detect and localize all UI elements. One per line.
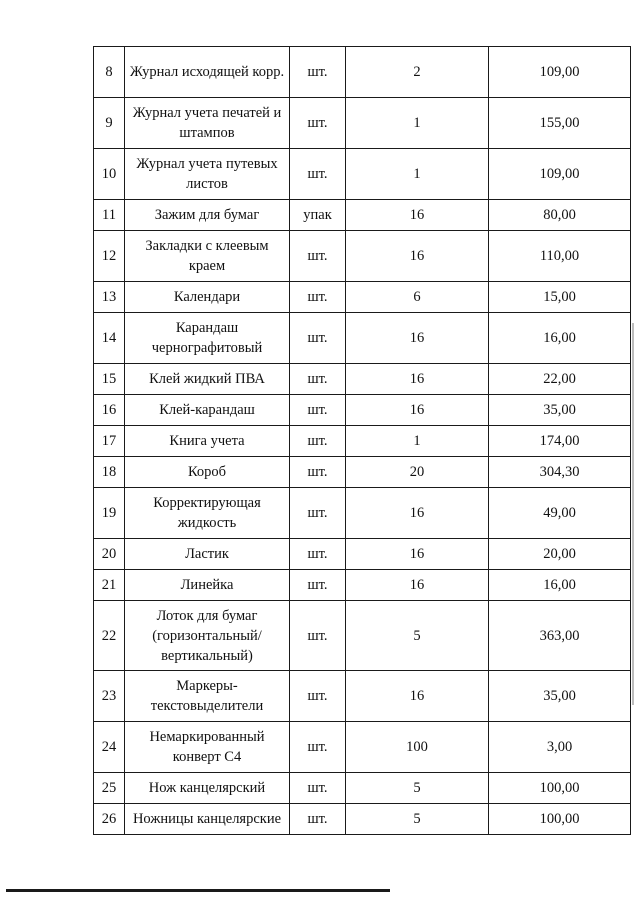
item-name: Линейка bbox=[125, 570, 290, 601]
item-unit: шт. bbox=[290, 488, 346, 539]
item-name: Ластик bbox=[125, 539, 290, 570]
item-name: Карандаш черногрaфитовый bbox=[125, 313, 290, 364]
row-number: 14 bbox=[94, 313, 125, 364]
item-quantity: 5 bbox=[346, 773, 489, 804]
item-price: 20,00 bbox=[489, 539, 631, 570]
row-number: 8 bbox=[94, 47, 125, 98]
row-number: 11 bbox=[94, 200, 125, 231]
item-name: Короб bbox=[125, 457, 290, 488]
row-number: 13 bbox=[94, 282, 125, 313]
item-unit: шт. bbox=[290, 539, 346, 570]
row-number: 12 bbox=[94, 231, 125, 282]
item-name: Ножницы канцелярские bbox=[125, 804, 290, 835]
item-unit: шт. bbox=[290, 722, 346, 773]
item-unit: шт. bbox=[290, 804, 346, 835]
row-number: 17 bbox=[94, 426, 125, 457]
item-unit: шт. bbox=[290, 282, 346, 313]
table-row bbox=[94, 200, 631, 231]
item-unit: шт. bbox=[290, 570, 346, 601]
item-price: 363,00 bbox=[489, 601, 631, 671]
item-name: Закладки с клеевым краем bbox=[125, 231, 290, 282]
table-row bbox=[94, 395, 631, 426]
item-unit: шт. bbox=[290, 671, 346, 722]
item-unit: упак bbox=[290, 200, 346, 231]
row-number: 18 bbox=[94, 457, 125, 488]
item-unit: шт. bbox=[290, 773, 346, 804]
table-row bbox=[94, 426, 631, 457]
item-quantity: 16 bbox=[346, 671, 489, 722]
item-price: 110,00 bbox=[489, 231, 631, 282]
item-price: 100,00 bbox=[489, 773, 631, 804]
item-name: Лоток для бумаг (горизонтальный/вертикальный) bbox=[125, 601, 290, 671]
table-row bbox=[94, 231, 631, 282]
item-name: Журнал учета печатей и штампов bbox=[125, 98, 290, 149]
item-quantity: 16 bbox=[346, 231, 489, 282]
row-number: 15 bbox=[94, 364, 125, 395]
item-unit: шт. bbox=[290, 47, 346, 98]
item-name: Журнал учета путевых листов bbox=[125, 149, 290, 200]
item-quantity: 2 bbox=[346, 47, 489, 98]
row-number: 21 bbox=[94, 570, 125, 601]
table-row bbox=[94, 539, 631, 570]
row-number: 22 bbox=[94, 601, 125, 671]
table-row bbox=[94, 601, 631, 671]
item-unit: шт. bbox=[290, 231, 346, 282]
table-row bbox=[94, 364, 631, 395]
table-row bbox=[94, 282, 631, 313]
item-name: Журнал исходящей корр. bbox=[125, 47, 290, 98]
item-price: 109,00 bbox=[489, 149, 631, 200]
item-price: 35,00 bbox=[489, 671, 631, 722]
row-number: 10 bbox=[94, 149, 125, 200]
item-unit: шт. bbox=[290, 426, 346, 457]
item-price: 49,00 bbox=[489, 488, 631, 539]
bottom-rule-line bbox=[6, 889, 390, 892]
item-name: Клей жидкий ПВА bbox=[125, 364, 290, 395]
item-price: 16,00 bbox=[489, 570, 631, 601]
item-price: 15,00 bbox=[489, 282, 631, 313]
item-quantity: 16 bbox=[346, 200, 489, 231]
item-unit: шт. bbox=[290, 395, 346, 426]
item-price: 35,00 bbox=[489, 395, 631, 426]
item-price: 174,00 bbox=[489, 426, 631, 457]
item-price: 16,00 bbox=[489, 313, 631, 364]
item-price: 3,00 bbox=[489, 722, 631, 773]
table-row bbox=[94, 457, 631, 488]
row-number: 26 bbox=[94, 804, 125, 835]
row-number: 24 bbox=[94, 722, 125, 773]
table-row bbox=[94, 773, 631, 804]
item-price: 22,00 bbox=[489, 364, 631, 395]
table-row bbox=[94, 313, 631, 364]
item-unit: шт. bbox=[290, 149, 346, 200]
item-quantity: 1 bbox=[346, 98, 489, 149]
item-quantity: 1 bbox=[346, 149, 489, 200]
item-unit: шт. bbox=[290, 364, 346, 395]
item-quantity: 16 bbox=[346, 395, 489, 426]
item-name: Зажим для бумаг bbox=[125, 200, 290, 231]
item-name: Корректирующая жидкость bbox=[125, 488, 290, 539]
item-quantity: 16 bbox=[346, 488, 489, 539]
table-row bbox=[94, 149, 631, 200]
table-row bbox=[94, 804, 631, 835]
item-quantity: 16 bbox=[346, 313, 489, 364]
item-quantity: 16 bbox=[346, 364, 489, 395]
item-name: Маркеры-текстовыделители bbox=[125, 671, 290, 722]
scan-edge-mark bbox=[632, 323, 634, 705]
item-name: Календари bbox=[125, 282, 290, 313]
row-number: 16 bbox=[94, 395, 125, 426]
item-name: Клей-карандаш bbox=[125, 395, 290, 426]
item-name: Немаркированный конверт С4 bbox=[125, 722, 290, 773]
item-quantity: 20 bbox=[346, 457, 489, 488]
item-unit: шт. bbox=[290, 457, 346, 488]
table-row bbox=[94, 671, 631, 722]
row-number: 19 bbox=[94, 488, 125, 539]
row-number: 20 bbox=[94, 539, 125, 570]
table-row bbox=[94, 47, 631, 98]
item-name: Нож канцелярский bbox=[125, 773, 290, 804]
item-unit: шт. bbox=[290, 601, 346, 671]
row-number: 9 bbox=[94, 98, 125, 149]
item-quantity: 100 bbox=[346, 722, 489, 773]
item-quantity: 16 bbox=[346, 539, 489, 570]
table-row bbox=[94, 722, 631, 773]
item-name: Книга учета bbox=[125, 426, 290, 457]
row-number: 23 bbox=[94, 671, 125, 722]
table-row bbox=[94, 98, 631, 149]
table-row bbox=[94, 570, 631, 601]
item-quantity: 6 bbox=[346, 282, 489, 313]
item-quantity: 16 bbox=[346, 570, 489, 601]
item-price: 304,30 bbox=[489, 457, 631, 488]
table-row bbox=[94, 488, 631, 539]
item-price: 80,00 bbox=[489, 200, 631, 231]
item-price: 155,00 bbox=[489, 98, 631, 149]
item-quantity: 1 bbox=[346, 426, 489, 457]
supplies-table bbox=[93, 46, 631, 835]
item-unit: шт. bbox=[290, 98, 346, 149]
item-unit: шт. bbox=[290, 313, 346, 364]
item-price: 109,00 bbox=[489, 47, 631, 98]
item-price: 100,00 bbox=[489, 804, 631, 835]
item-quantity: 5 bbox=[346, 804, 489, 835]
row-number: 25 bbox=[94, 773, 125, 804]
item-quantity: 5 bbox=[346, 601, 489, 671]
